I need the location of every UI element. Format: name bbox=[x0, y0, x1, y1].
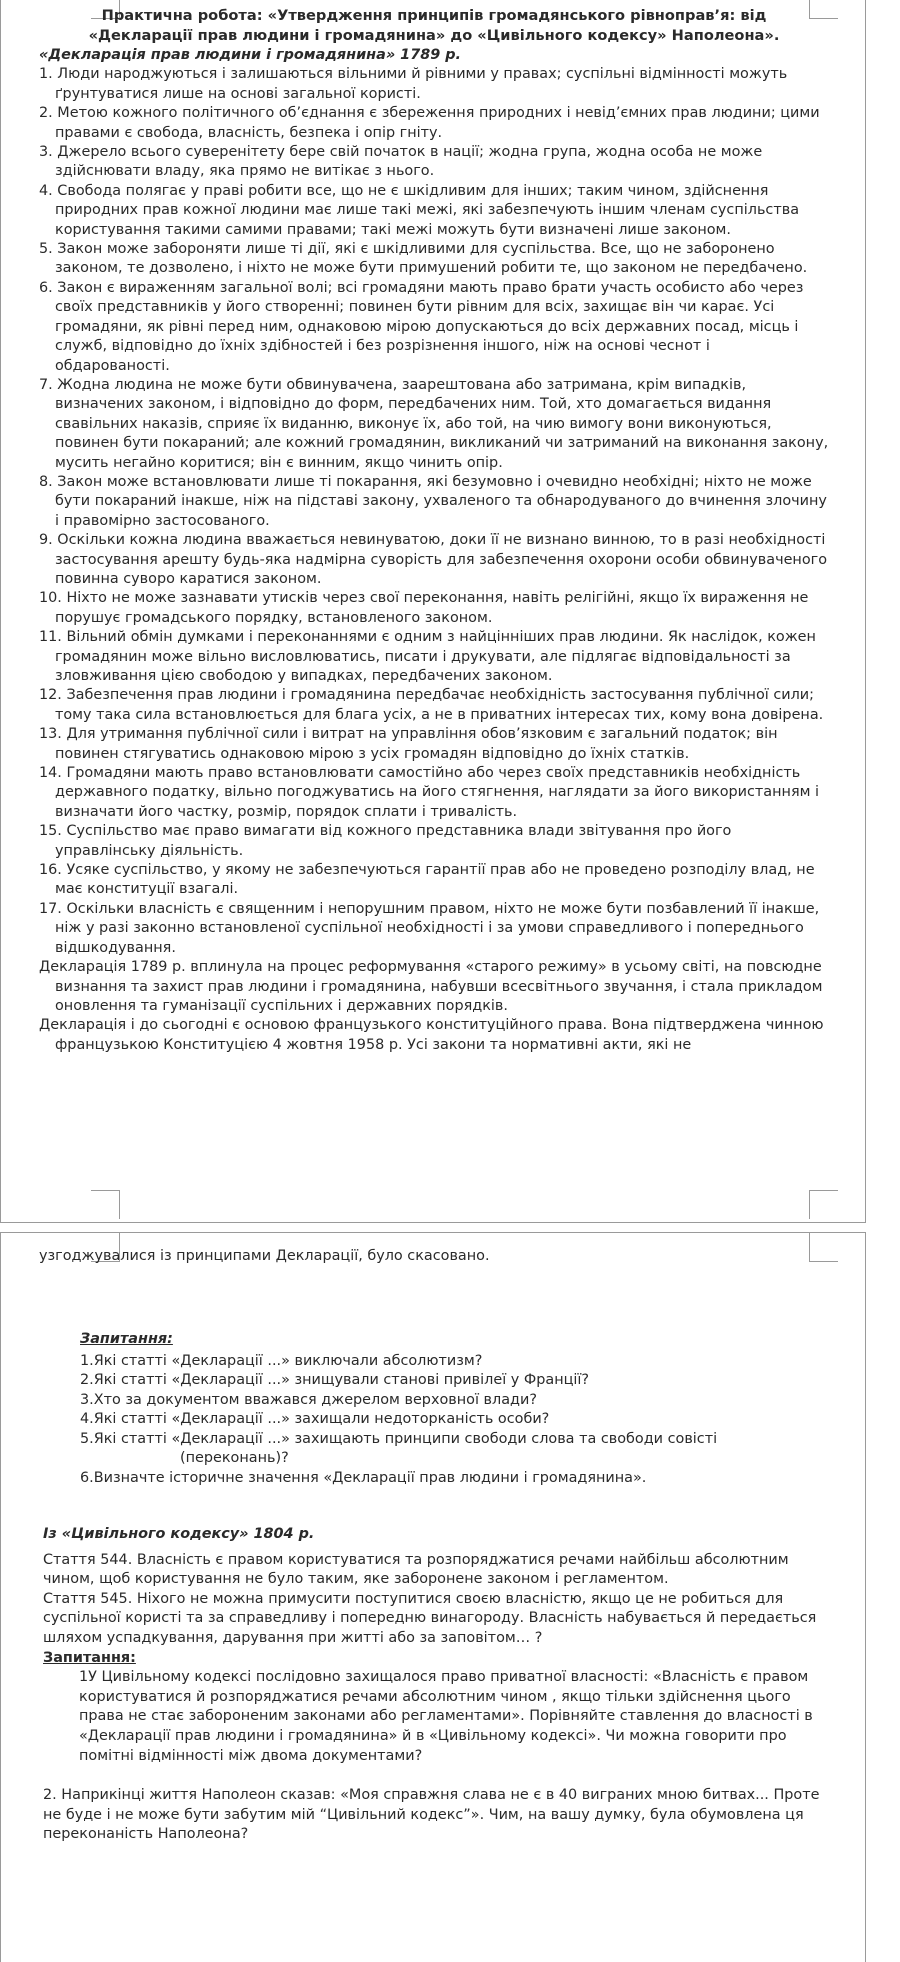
article: 11. Вільний обмін думками і переконаннями є одним з найцінніших прав людини. Як наслідок, кожен громадянин може вільно висловлюватись, писати і друкувати, але підлягає відповідальності за зловживання цією свободою у випадках, передбачених законом. bbox=[39, 629, 816, 684]
document-title-line-1: Практична робота: «Утвердження принципів громадянського рівноправ’я: від bbox=[101, 7, 767, 24]
article: 14. Громадяни мають право встановлювати самостійно або через своїх представників необхідність державного податку, вільно погоджуватись на його стягнення, наглядати за його використанням і визначати його частку, розмір, порядок сплати і тривалість. bbox=[39, 765, 820, 820]
page-2-continuation bbox=[39, 1247, 829, 1267]
corner-mark bbox=[809, 1190, 838, 1219]
article: 8. Закон може встановлювати лише ті покарання, які безумовно і очевидно необхідні; ніхто не може бути покараний інакше, ніж на підставі закону, ухваленого та обнародуваного до вчинення злочину і правомірно застосованого. bbox=[39, 473, 827, 529]
civil-code-article-545: Стаття 545. Ніхого не можна примусити поступитися своєю власністю, якщо це не робиться для суспільної користі та за справедливу і попередню винагороду. Власність набувається й передається шляхом успадкування, дарування при житті або за заповітом… ? bbox=[43, 1590, 817, 1646]
question: 1.Які статті «Декларації ...» виключали абсолютизм? bbox=[80, 1352, 483, 1369]
article: 16. Усяке суспільство, у якому не забезпечуються гарантії прав або не проведено розподілу влад, не має конституції взагалі. bbox=[39, 862, 815, 898]
article: 5. Закон може забороняти лише ті дії, які є шкідливими для суспільства. Все, що не заборонено законом, те дозволено, і ніхто не може бути примушений робити те, що законом не передбачено. bbox=[39, 241, 808, 277]
corner-mark bbox=[91, 1190, 120, 1219]
paragraph-declaration-today: Декларація і до сьогодні є основою французького конституційного права. Вона підтверджена чинною французькою Конституцією 4 жовтня 1958 р. Усі закони та нормативні акти, які не bbox=[39, 1017, 824, 1053]
article: 10. Ніхто не може зазнавати утисків через свої переконання, навіть релігійні, якщо їх вираження не порушує громадського порядку, встановленого законом. bbox=[39, 590, 809, 626]
civil-code-article-544: Стаття 544. Власність є правом користуватися та розпоряджатися речами найбільш абсолютним чином, щоб користування не було таким, яке заборонене законом і регламентом. bbox=[43, 1551, 789, 1588]
questions-2-heading: Запитання: bbox=[43, 1649, 136, 1666]
article: 1. Люди народжуються і залишаються вільними й рівними у правах; суспільні відмінності можуть ґрунтуватися лише на основі загальної користі. bbox=[39, 66, 788, 102]
question: 6.Визначте історичне значення «Декларації прав людини і громадянина». bbox=[80, 1469, 647, 1486]
article: 2. Метою кожного політичного об’єднання є збереження природних і невід’ємних прав людини; цими правами є свобода, власність, безпека і опір гніту. bbox=[39, 105, 820, 141]
question: 3.Хто за документом вважався джерелом верховної влади? bbox=[80, 1391, 537, 1408]
paragraph-declaration-today-end: узгоджувалися із принципами Декларації, було скасовано. bbox=[39, 1248, 490, 1264]
questions-heading: Запитання: bbox=[80, 1331, 173, 1347]
task-1: 1У Цивільному кодексі послідовно захищалося право приватної власності: «Власність є правом користуватися й розпоряджатися речами абсолютним чином , якщо тільки здійснення цього права не стає забороненим законами або регламентами». Порівняйте ставлення до власності в «Декларації прав людини і громадянина» й в «Цивільному кодексі». Чи можна говорити про помітні відмінності між двома документами? bbox=[79, 1669, 813, 1764]
question: 4.Які статті «Декларації ...» захищали недоторканість особи? bbox=[80, 1411, 550, 1427]
civil-code-heading: Із «Цивільного кодексу» 1804 р. bbox=[43, 1526, 315, 1542]
article: 4. Свобода полягає у праві робити все, що не є шкідливим для інших; таким чином, здійснення природних прав кожної людини має лише такі межі, які забезпечують іншим членам суспільства користування такими самими правами; такі межі можуть бути визначені лише законом. bbox=[39, 182, 800, 238]
document-title-line-2: «Декларації прав людини і громадянина» до «Цивільного кодексу» Наполеона». bbox=[88, 27, 780, 44]
paragraph-1789-influence: Декларація 1789 р. вплинула на процес реформування «старого режиму» в усьому світі, на повсюдне визнання та захист прав людини і громадянина, набувши всесвітнього звучання, і стала прикладом оновлення та гуманізації суспільних і державних порядків. bbox=[39, 959, 823, 1014]
article: 7. Жодна людина не може бути обвинувачена, заарештована або затримана, крім випадків, визначених законом, і відповідно до форм, передбачених ним. Той, хто домагається видання свавільних наказів, сприяє їх виданню, виконує їх, або той, на чию вимогу вони виконуються, повинен бути покараний; але кожний громадянин, викликаний чи затриманий на виконання закону, мусить негайно коритися; він є винним, якщо чинить опір. bbox=[39, 376, 829, 471]
article: 3. Джерело всього суверенітету бере свій початок в нації; жодна група, жодна особа не може здійснювати владу, яка прямо не витікає з нього. bbox=[39, 144, 763, 180]
question: 2.Які статті «Декларації ...» знищували станові привілеї у Франції? bbox=[80, 1372, 590, 1388]
article: 9. Оскільки кожна людина вважається невинуватою, доки її не визнано винною, то в разі необхідності застосування арешту будь-яка надмірна суворість для забезпечення охорони особи обвинуваченого повинна суворо каратися законом. bbox=[39, 532, 828, 587]
questions-section bbox=[80, 1330, 780, 1488]
page-2 bbox=[0, 1232, 866, 1962]
article: 17. Оскільки власність є священним і непорушним правом, ніхто не може бути позбавлений її інакше, ніж у разі законно встановленої суспільної необхідності і за умови справедливого і попереднього відшкодування. bbox=[39, 900, 820, 956]
page-1-content bbox=[39, 6, 829, 1055]
declaration-heading: «Декларація прав людини і громадянина» 1789 р. bbox=[39, 47, 462, 63]
article: 6. Закон є вираженням загальної волі; всі громадяни мають право брати участь особисто або через своїх представників у його створенні; повинен бути рівним для всіх, захищає він чи карає. Усі громадяни, як рівні перед ним, однаковою мірою допускаються до всіх державних посад, місць і служб, відповідно до їхніх здібностей і без розрізнення іншого, ніж на основі чеснот і обдарованості. bbox=[39, 279, 804, 374]
question: 5.Які статті «Декларації ...» захищають принципи свободи слова та свободи совісті bbox=[80, 1430, 718, 1447]
question-continuation: (переконань)? bbox=[180, 1450, 289, 1466]
task-2: 2. Наприкінці життя Наполеон сказав: «Моя справжня слава не є в 40 виграних мною битвах... Проте не буде і не може бути забутим мій “Цивільний кодекс”». Чим, на вашу думку, була обумовлена ця переконаність Наполеона? bbox=[43, 1787, 820, 1843]
article: 12. Забезпечення прав людини і громадянина передбачає необхідність застосування публічної сили; тому така сила встановлюється для блага усіх, а не в приватних інтересах тих, кому вона довірена. bbox=[39, 687, 824, 723]
article: 13. Для утримання публічної сили і витрат на управління обов’язковим є загальний податок; він повинен стягуватись однаковою мірою з усіх громадян відповідно до їхніх статків. bbox=[39, 726, 778, 762]
article: 15. Суспільство має право вимагати від кожного представника влади звітування про його управлінську діяльність. bbox=[39, 823, 732, 859]
civil-code-section bbox=[43, 1525, 823, 1845]
